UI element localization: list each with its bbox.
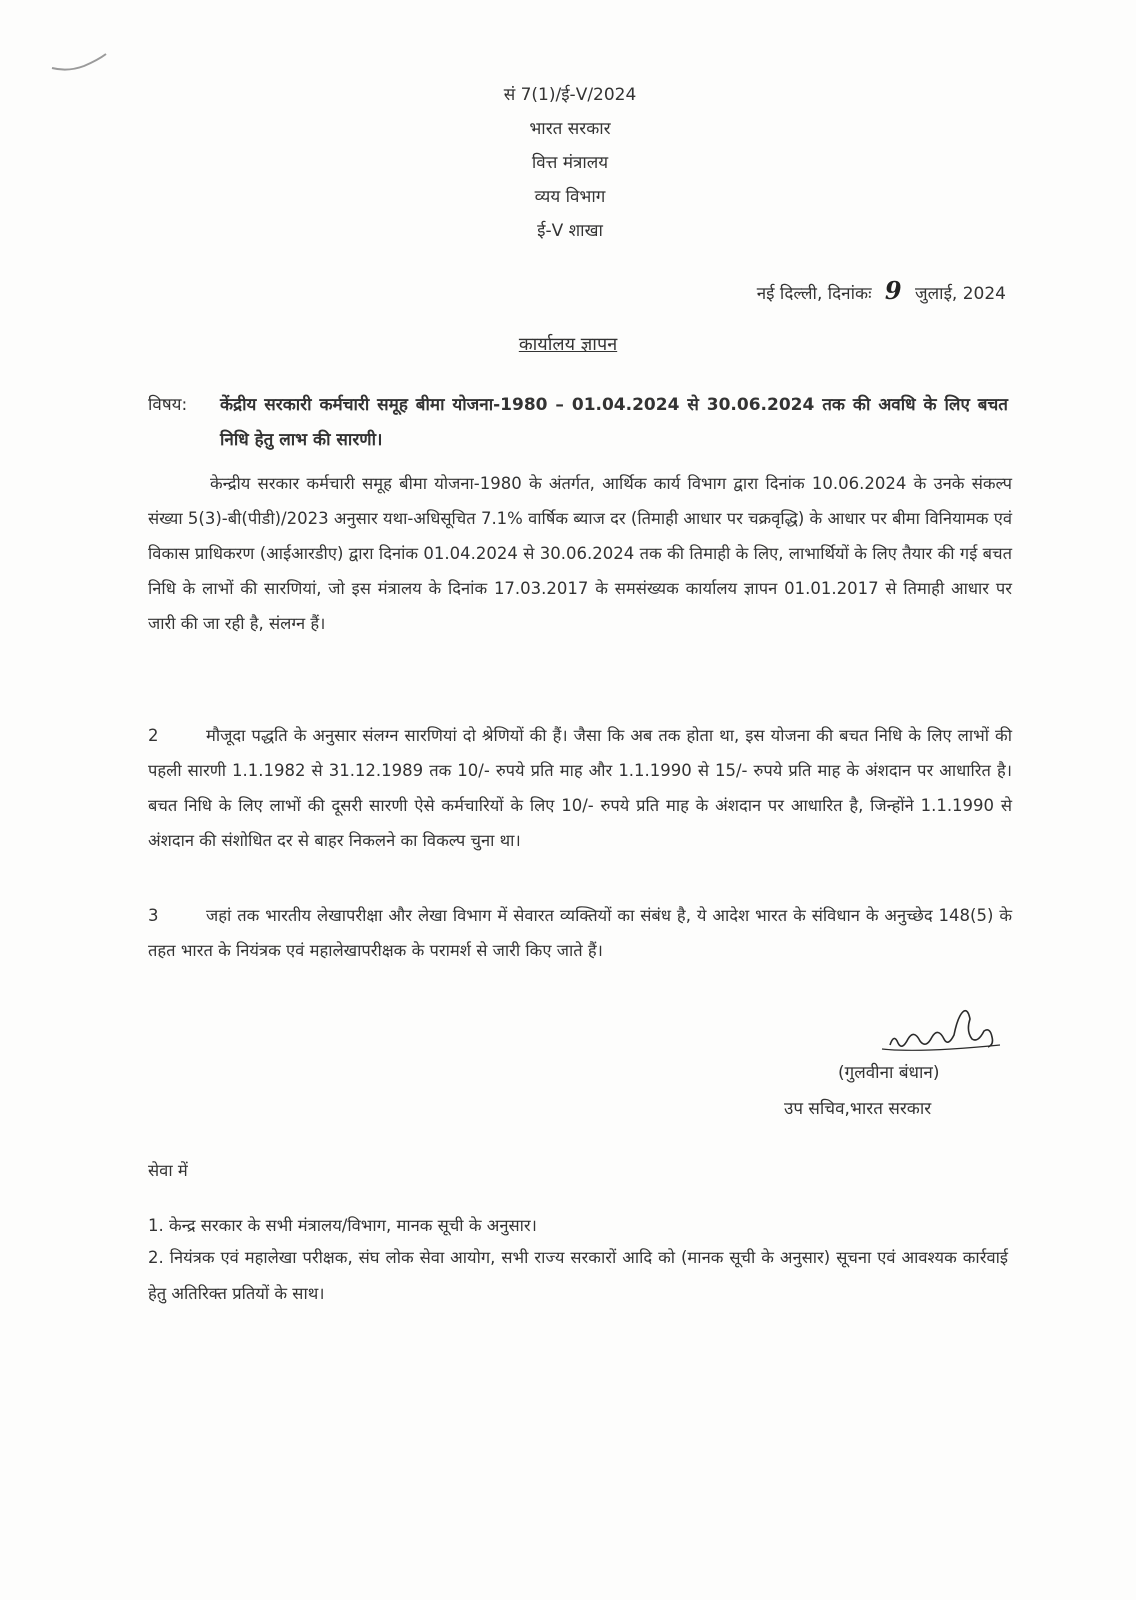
government-name: भारत सरकार — [529, 119, 611, 139]
department-name: व्यय विभाग — [534, 187, 606, 207]
signatory-name: (गुलवीना बंधान) — [838, 1063, 940, 1083]
subject-label: विषय: — [148, 395, 188, 415]
handwritten-signature — [860, 1005, 1010, 1055]
paragraph-3 — [148, 898, 1012, 968]
dateline — [757, 276, 1006, 305]
paragraph-2 — [148, 718, 1012, 858]
subject-block — [148, 388, 1008, 458]
dateline-month-year: जुलाई, 2024 — [915, 284, 1006, 304]
ministry-name: वित्त मंत्रालय — [531, 153, 609, 173]
paragraph-3-number: 3 — [148, 906, 159, 925]
paragraph-1 — [148, 466, 1012, 641]
header-block — [420, 78, 720, 248]
dateline-place: नई दिल्ली, दिनांकः — [756, 284, 872, 304]
paragraph-2-text: मौजूदा पद्धति के अनुसार संलग्न सारणियां दो श्रेणियों की हैं। जैसा कि अब तक होता था, इस योजना की बचत निधि के लिए लाभों की पहली सारणी 1.1.1982 से 31.12.1989 तक 10/- रुपये प्रति माह और 1.1.1990 से 15/- रुपये प्रति माह के अंशदान पर आधारित है। बचत निधि के लिए लाभों की दूसरी सारणी ऐसे कर्मचारियों के लिए 10/- रुपये प्रति माह के अंशदान पर आधारित है, जिन्होंने 1.1.1990 से अंशदान की संशोधित दर से बाहर निकलने का विकल्प चुना था। — [148, 726, 1012, 850]
scan-mark — [48, 48, 118, 78]
subject-text: केंद्रीय सरकारी कर्मचारी समूह बीमा योजना-1980 – 01.04.2024 से 30.06.2024 तक की अवधि के लिए बचत निधि हेतु लाभ की सारणी। — [220, 395, 1008, 450]
distribution-label: सेवा में — [148, 1161, 188, 1180]
reference-number: सं 7(1)/ई-V/2024 — [503, 85, 637, 105]
section-name: ई-V शाखा — [537, 221, 603, 241]
distribution-item-2: 2. नियंत्रक एवं महालेखा परीक्षक, संघ लोक सेवा आयोग, सभी राज्य सरकारों आदि को (मानक सूची के अनुसार) सूचना एवं आवश्यक कार्रवाई हेतु अतिरिक्त प्रतियों के साथ। — [148, 1248, 1008, 1303]
signatory-designation: उप सचिव,भारत सरकार — [784, 1099, 932, 1119]
dateline-day: 9 — [884, 276, 902, 305]
distribution-item-1: 1. केन्द्र सरकार के सभी मंत्रालय/विभाग, मानक सूची के अनुसार। — [148, 1216, 537, 1235]
memo-title: कार्यालय ज्ञापन — [518, 334, 618, 355]
paragraph-2-number: 2 — [148, 726, 159, 745]
paragraph-1-text: केन्द्रीय सरकार कर्मचारी समूह बीमा योजना-1980 के अंतर्गत, आर्थिक कार्य विभाग द्वारा दिनांक 10.06.2024 के उनके संकल्प संख्या 5(3)-बी(पीडी)/2023 अनुसार यथा-अधिसूचित 7.1% वार्षिक ब्याज दर (तिमाही आधार पर चक्रवृद्धि) के आधार पर बीमा विनियामक एवं विकास प्राधिकरण (आईआरडीए) द्वारा दिनांक 01.04.2024 से 30.06.2024 तक की तिमाही के लिए, लाभार्थियों के लिए तैयार की गई बचत निधि के लाभों की सारणियां, जो इस मंत्रालय के दिनांक 17.03.2017 के समसंख्यक कार्यालय ज्ञापन 01.01.2017 से तिमाही आधार पर जारी की जा रही है, संलग्न हैं। — [148, 474, 1012, 633]
paragraph-3-text: जहां तक भारतीय लेखापरीक्षा और लेखा विभाग में सेवारत व्यक्तियों का संबंध है, ये आदेश भारत के संविधान के अनुच्छेद 148(5) के तहत भारत के नियंत्रक एवं महालेखापरीक्षक के परामर्श से जारी किए जाते हैं। — [148, 906, 1012, 960]
